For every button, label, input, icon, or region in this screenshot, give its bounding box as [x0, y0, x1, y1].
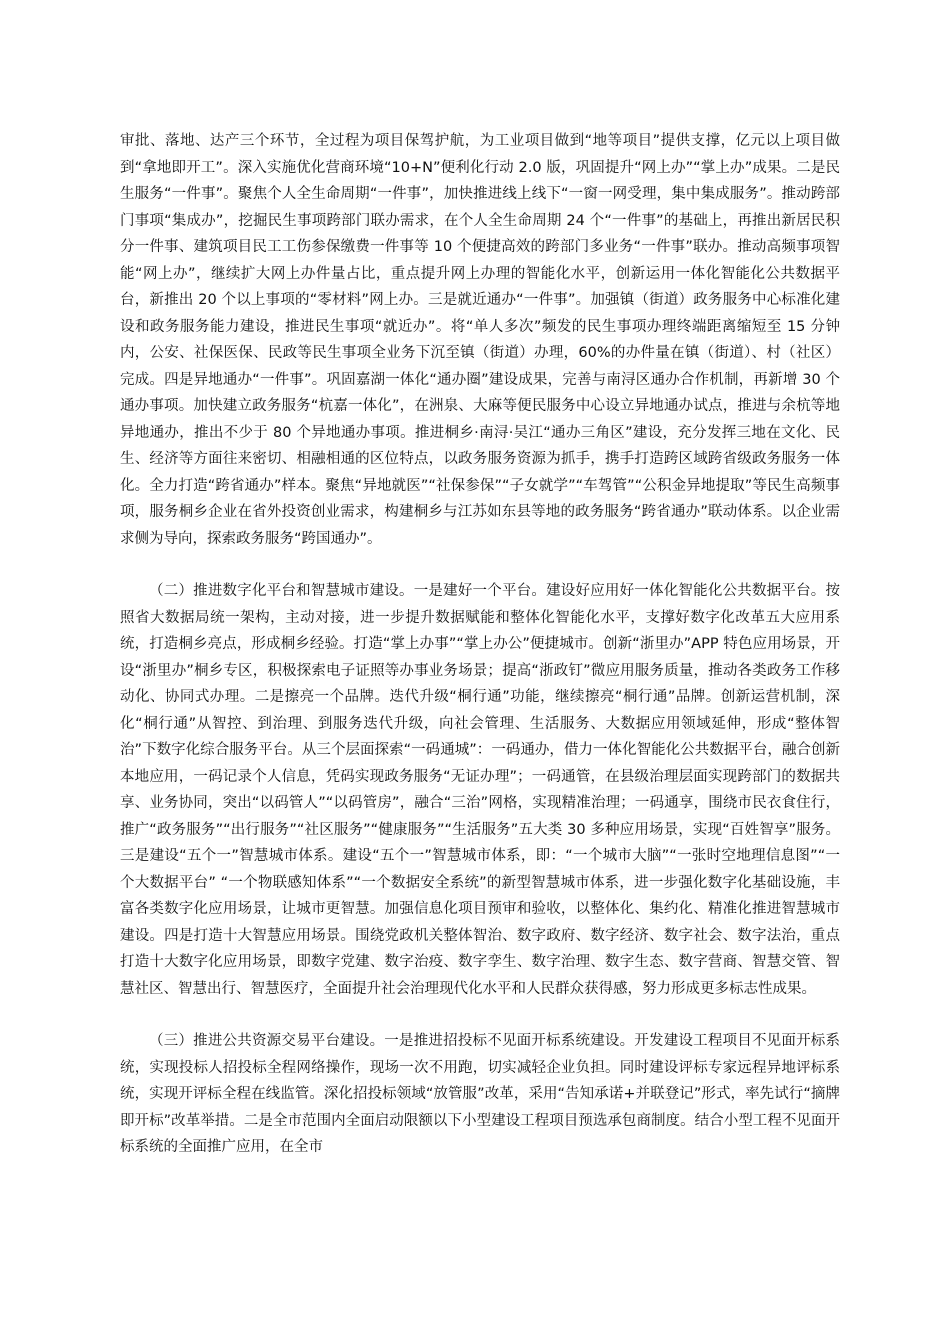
paragraph-continuation: 审批、落地、达产三个环节，全过程为项目保驾护航，为工业项目做到“地等项目”提供支撑，亿元以上项目做到“拿地即开工”。深入实施优化营商环境“10+N”便利化行动 2.0 版，巩固提升“网上办”“掌上办”成果。二是民生服务“一件事”。聚焦个人全生命周期“一件事”，加快推进线上线下“一窗一网受理，集中集成服务”。推动跨部门事项“集成办”，挖掘民生事项跨部门联办需求，在个人全生命周期 24 个“一件事”的基础上，再推出新居民积分一件事、建筑项目民工工伤参保缴费一件事等 10 个便捷高效的跨部门多业务“一件事”联办。推动高频事项智能“网上办”，继续扩大网上办件量占比，重点提升网上办理的智能化水平，创新运用一体化智能化公共数据平台，新推出 20 个以上事项的“零材料”网上办。三是就近通办“一件事”。加强镇（街道）政务服务中心标准化建设和政务服务能力建设，推进民生事项“就近办”。将“单人多次”频发的民生事项办理终端距离缩短至 15 分钟内，公安、社保医保、民政等民生事项全业务下沉至镇（街道）办理，60%的办件量在镇（街道）、村（社区）完成。四是异地通办“一件事”。巩固嘉湖一体化“通办圈”建设成果，完善与南浔区通办合作机制，再新增 30 个通办事项。加快建立政务服务“杭嘉一体化”，在洲泉、大麻等便民服务中心设立异地通办试点，推进与余杭等地异地通办，推出不少于 80 个异地通办事项。推进桐乡·南浔·吴江“通办三角区”建设，充分发挥三地在文化、民生、经济等方面往来密切、相融相通的区位特点，以政务服务资源为抓手，携手打造跨区域跨省级政务服务一体化。全力打造“跨省通办”样本。聚焦“异地就医”“社保参保”“子女就学”“车驾管”“公积金异地提取”等民生高频事项，服务桐乡企业在省外投资创业需求，构建桐乡与江苏如东县等地的政务服务“跨省通办”联动体系。以企业需求侧为导向，探索政务服务“跨国通办”。 [120, 133, 840, 547]
paragraph-public-resource-trading: （三）推进公共资源交易平台建设。一是推进招投标不见面开标系统建设。开发建设工程项目不见面开标系统，实现投标人招投标全程网络操作，现场一次不用跑，切实减轻企业负担。同时建设评标专家远程异地评标系统，实现开评标全程在线监管。深化招投标领域“放管服”改革，采用“告知承诺+并联登记”形式，率先试行“摘牌即开标”改革举措。二是全市范围内全面启动限额以下小型建设工程项目预选承包商制度。结合小型工程不见面开标系统的全面推广应用，在全市 [120, 1033, 840, 1155]
paragraph-digital-platform: （二）推进数字化平台和智慧城市建设。一是建好一个平台。建设好应用好一体化智能化公共数据平台。按照省大数据局统一架构，主动对接，进一步提升数据赋能和整体化智能化水平，支撑好数字化改革五大应用系统，打造桐乡亮点，形成桐乡经验。打造“掌上办事”“掌上办公”便捷城市。创新“浙里办”APP 特色应用场景，开设“浙里办”桐乡专区，积极探索电子证照等办事业务场景；提高“浙政钉”微应用服务质量，推动各类政务工作移动化、协同式办理。二是擦亮一个品牌。迭代升级“桐行通”功能，继续擦亮“桐行通”品牌。创新运营机制，深化“桐行通”从智控、到治理、到服务迭代升级，向社会管理、生活服务、大数据应用领域延伸，形成“整体智治”下数字化综合服务平台。从三个层面探索“一码通城”：一码通办，借力一体化智能化公共数据平台，融合创新本地应用，一码记录个人信息，凭码实现政务服务“无证办理”；一码通管，在县级治理层面实现跨部门的数据共享、业务协同，突出“以码管人”“以码管房”，融合“三治”网格，实现精准治理；一码通享，围绕市民衣食住行，推广“政务服务”“出行服务”“社区服务”“健康服务”“生活服务”五大类 30 多种应用场景，实现“百姓智享”服务。三是建设“五个一”智慧城市体系。建设“五个一”智慧城市体系，即：“一个城市大脑”“一张时空地理信息图”“一个大数据平台” “一个物联感知体系”“一个数据安全系统”的新型智慧城市体系，进一步强化数字化基础设施，丰富各类数字化应用场景，让城市更智慧。加强信息化项目预审和验收，以整体化、集约化、精准化推进智慧城市建设。四是打造十大智慧应用场景。围绕党政机关整体智治、数字政府、数字经济、数字社会、数字法治，重点打造十大数字化应用场景，即数字党建、数字治疫、数字孪生、数字治理、数字生态、数字营商、智慧交管、智慧社区、智慧出行、智慧医疗，全面提升社会治理现代化水平和人民群众获得感，努力形成更多标志性成果。 [120, 583, 840, 997]
document-page [120, 128, 840, 1187]
